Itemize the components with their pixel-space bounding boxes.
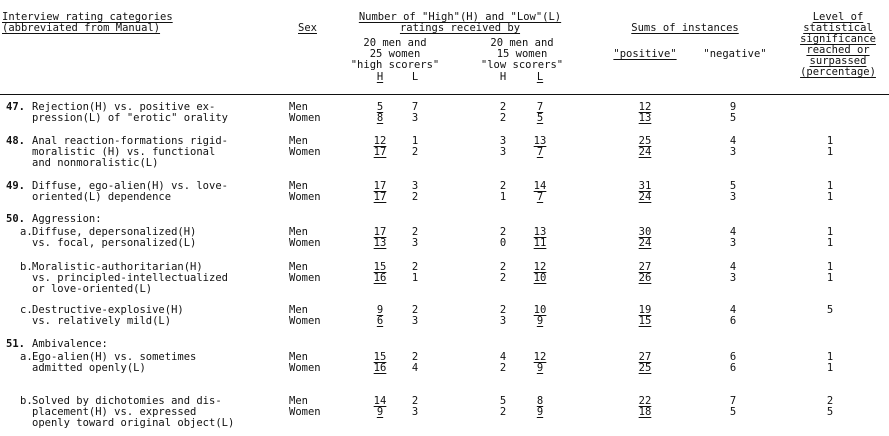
header-category-line1: Interview rating categories [2,11,173,23]
cell-lH: 1 [499,191,507,203]
cell-lL: 9 [536,315,544,327]
cell-pos: 13 [638,112,652,124]
cell-lH: 3 [499,146,507,158]
cell-lH: 2 [499,180,507,192]
cell-hH: 8 [376,112,384,124]
cell-lL: 10 [533,272,547,284]
sex-cell: Women [289,146,321,158]
cell-neg: 6 [729,315,737,327]
sex-cell: Women [289,272,321,284]
cell-lH: 2 [499,261,507,273]
cell-hL: 2 [411,304,419,316]
sex-cell: Men [289,261,308,273]
header-sums: Sums of instances [631,22,739,34]
sex-cell: Men [289,226,308,238]
cell-sig: 1 [826,191,834,203]
sex-cell: Men [289,101,308,113]
row-label: Diffuse, depersonalized(H) [32,226,197,238]
high-group-line3: "high scorers" [350,59,440,71]
high-H-label: H [376,71,384,83]
row-subletter: a. [20,351,33,363]
cell-hL: 2 [411,146,419,158]
cell-hL: 1 [411,135,419,147]
cell-hL: 2 [411,351,419,363]
sex-cell: Women [289,315,321,327]
cell-hL: 3 [411,315,419,327]
low-group-line1: 20 men and [490,37,554,49]
sex-cell: Women [289,237,321,249]
cell-hL: 3 [411,180,419,192]
row-number: 49. [6,180,25,192]
row-label: Ego-alien(H) vs. sometimes [32,351,197,363]
cell-sig: 1 [826,226,834,238]
sex-cell: Women [289,112,321,124]
cell-hH: 6 [376,315,384,327]
cell-pos: 24 [638,237,652,249]
row-subletter: a. [20,226,33,238]
row-number: 48. [6,135,25,147]
header-positive: "positive" [613,48,677,60]
row-number: 47. [6,101,25,113]
cell-hL: 7 [411,101,419,113]
row-subletter: c. [20,304,33,316]
cell-neg: 3 [729,191,737,203]
row-label: Rejection(H) vs. positive ex- [32,101,216,113]
cell-lL: 14 [533,180,547,192]
cell-pos: 31 [638,180,652,192]
cell-neg: 5 [729,180,737,192]
cell-sig: 1 [826,135,834,147]
cell-pos: 27 [638,351,652,363]
cell-hH: 15 [373,261,387,273]
sex-cell: Men [289,304,308,316]
row-label: oriented(L) dependence [32,191,172,203]
cell-hL: 1 [411,272,419,284]
cell-pos: 30 [638,226,652,238]
row-subletter: b. [20,395,33,407]
cell-pos: 24 [638,191,652,203]
cell-hH: 14 [373,395,387,407]
cell-pos: 18 [638,406,652,418]
sex-cell: Women [289,191,321,203]
cell-neg: 4 [729,304,737,316]
cell-hL: 3 [411,112,419,124]
row-label: Aggression: [32,213,102,225]
row-label: vs. focal, personalized(L) [32,237,197,249]
cell-neg: 5 [729,406,737,418]
cell-lH: 2 [499,272,507,284]
cell-lH: 2 [499,362,507,374]
cell-sig: 2 [826,395,834,407]
cell-hL: 3 [411,406,419,418]
cell-hH: 17 [373,146,387,158]
cell-neg: 5 [729,112,737,124]
sex-cell: Men [289,135,308,147]
cell-lL: 7 [536,101,544,113]
header-rule [0,94,889,95]
cell-lH: 2 [499,101,507,113]
cell-neg: 3 [729,272,737,284]
row-label: moralistic (H) vs. functional [32,146,216,158]
cell-neg: 7 [729,395,737,407]
header-ratings-line2: ratings received by [399,22,521,34]
cell-neg: 6 [729,351,737,363]
cell-hH: 15 [373,351,387,363]
cell-lL: 8 [536,395,544,407]
sex-cell: Men [289,395,308,407]
row-label: Solved by dichotomies and dis- [32,395,222,407]
cell-pos: 15 [638,315,652,327]
cell-pos: 24 [638,146,652,158]
header-category-line2: (abbreviated from Manual) [2,22,161,34]
cell-neg: 4 [729,261,737,273]
header-ratings-line1: Number of "High"(H) and "Low"(L) [358,11,562,23]
cell-neg: 6 [729,362,737,374]
cell-lL: 7 [536,146,544,158]
cell-pos: 26 [638,272,652,284]
row-label: or love-oriented(L) [32,283,153,295]
high-group-line1: 20 men and [363,37,427,49]
cell-lL: 13 [533,226,547,238]
cell-hL: 2 [411,261,419,273]
cell-sig: 1 [826,351,834,363]
cell-lH: 2 [499,304,507,316]
sex-cell: Men [289,351,308,363]
cell-hH: 5 [376,101,384,113]
cell-neg: 3 [729,146,737,158]
cell-sig: 1 [826,272,834,284]
cell-sig: 1 [826,362,834,374]
cell-lL: 11 [533,237,547,249]
row-number: 50. [6,213,25,225]
row-label: Moralistic-authoritarian(H) [32,261,203,273]
cell-sig: 5 [826,304,834,316]
row-label: Destructive-explosive(H) [32,304,184,316]
header-sex: Sex [298,22,317,34]
row-label: vs. principled-intellectualized [32,272,228,284]
cell-hL: 2 [411,226,419,238]
header-level-line5: surpassed [809,55,867,67]
cell-lH: 3 [499,135,507,147]
row-label: pression(L) of "erotic" orality [32,112,228,124]
cell-hL: 4 [411,362,419,374]
row-number: 51. [6,338,25,350]
cell-hH: 9 [376,406,384,418]
cell-neg: 9 [729,101,737,113]
cell-hH: 17 [373,180,387,192]
cell-sig: 5 [826,406,834,418]
cell-lH: 2 [499,406,507,418]
row-label: openly toward original object(L) [32,417,235,429]
cell-lL: 12 [533,261,547,273]
cell-lL: 12 [533,351,547,363]
row-label: Ambivalence: [32,338,108,350]
cell-lL: 9 [536,362,544,374]
cell-lH: 4 [499,351,507,363]
low-H-label: H [499,71,507,83]
high-group-line2: 25 women [369,48,421,60]
cell-lL: 5 [536,112,544,124]
header-negative: "negative" [703,48,767,60]
header-level-line3: significance [800,33,876,45]
cell-hH: 16 [373,362,387,374]
cell-hH: 12 [373,135,387,147]
row-label: and nonmoralistic(L) [32,157,159,169]
cell-hL: 3 [411,237,419,249]
row-label: placement(H) vs. expressed [32,406,197,418]
cell-neg: 3 [729,237,737,249]
header-level-line1: Level of [812,11,864,23]
cell-lH: 3 [499,315,507,327]
cell-lL: 9 [536,406,544,418]
cell-pos: 12 [638,101,652,113]
sex-cell: Women [289,362,321,374]
header-level-line4: reached or [806,44,870,56]
cell-lH: 5 [499,395,507,407]
cell-pos: 27 [638,261,652,273]
cell-hL: 2 [411,191,419,203]
cell-sig: 1 [826,146,834,158]
cell-hH: 9 [376,304,384,316]
row-subletter: b. [20,261,33,273]
cell-sig: 1 [826,237,834,249]
cell-lH: 0 [499,237,507,249]
row-label: admitted openly(L) [32,362,146,374]
header-level-line6: (percentage) [800,66,876,78]
low-L-label: L [536,71,544,83]
cell-lH: 2 [499,112,507,124]
low-group-line2: 15 women [496,48,548,60]
cell-lL: 7 [536,191,544,203]
cell-lL: 13 [533,135,547,147]
cell-lL: 10 [533,304,547,316]
cell-sig: 1 [826,180,834,192]
sex-cell: Men [289,180,308,192]
low-group-line3: "low scorers" [480,59,564,71]
cell-hH: 16 [373,272,387,284]
cell-hL: 2 [411,395,419,407]
cell-sig: 1 [826,261,834,273]
cell-pos: 25 [638,362,652,374]
sex-cell: Women [289,406,321,418]
cell-neg: 4 [729,226,737,238]
cell-neg: 4 [729,135,737,147]
row-label: vs. relatively mild(L) [32,315,172,327]
high-L-label: L [411,71,419,83]
row-label: Diffuse, ego-alien(H) vs. love- [32,180,228,192]
cell-hH: 17 [373,191,387,203]
cell-pos: 25 [638,135,652,147]
cell-hH: 17 [373,226,387,238]
header-level-line2: statistical [803,22,873,34]
row-label: Anal reaction-formations rigid- [32,135,228,147]
cell-pos: 22 [638,395,652,407]
cell-lH: 2 [499,226,507,238]
cell-pos: 19 [638,304,652,316]
cell-hH: 13 [373,237,387,249]
